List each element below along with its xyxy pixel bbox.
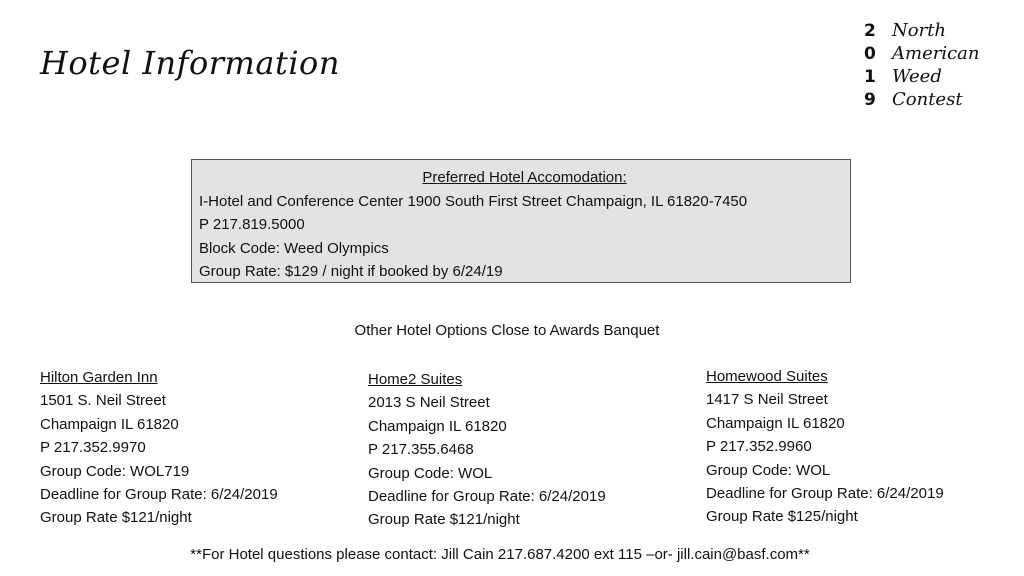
- hotel-card-hilton: [40, 366, 278, 530]
- hotel-phone: P 217.355.6468: [368, 441, 474, 459]
- hotel-group-code: Group Code: WOL: [706, 461, 831, 479]
- logo-word: Weed: [892, 66, 942, 87]
- logo-row: [864, 66, 980, 89]
- hotel-rate: Group Rate $121/night: [368, 511, 520, 529]
- page-title: Hotel Information: [40, 44, 340, 82]
- logo-word: American: [892, 43, 980, 64]
- logo-digit: 1: [864, 67, 876, 87]
- logo-word: Contest: [892, 89, 963, 110]
- preferred-hotel-box: [191, 159, 851, 283]
- hotel-address: 2013 S Neil Street: [368, 394, 490, 412]
- hotel-address: 1417 S Neil Street: [706, 391, 828, 409]
- hotel-rate: Group Rate $125/night: [706, 508, 858, 526]
- preferred-hotel-heading: Preferred Hotel Accomodation:: [422, 169, 627, 186]
- hotel-deadline: Deadline for Group Rate: 6/24/2019: [40, 486, 278, 504]
- logo-digit: 9: [864, 90, 876, 110]
- hotel-group-code: Group Code: WOL719: [40, 462, 190, 480]
- hotel-address: 1501 S. Neil Street: [40, 392, 166, 410]
- logo-digit: 2: [864, 21, 876, 41]
- logo-word: North: [892, 20, 947, 41]
- hotel-rate: Group Rate $121/night: [40, 509, 192, 527]
- preferred-hotel-phone: P 217.819.5000: [199, 216, 305, 233]
- preferred-hotel-block-code: Block Code: Weed Olympics: [199, 239, 389, 257]
- hotel-name: Home2 Suites: [368, 371, 463, 388]
- logo-row: [864, 43, 980, 66]
- hotel-group-code: Group Code: WOL: [368, 464, 493, 482]
- logo-digit: 0: [864, 44, 876, 64]
- preferred-hotel-group-rate: Group Rate: $129 / night if booked by 6/24/19: [199, 263, 503, 280]
- hotel-deadline: Deadline for Group Rate: 6/24/2019: [706, 485, 944, 503]
- preferred-hotel-address: I-Hotel and Conference Center 1900 South First Street Champaign, IL 61820-7450: [199, 192, 748, 210]
- hotel-city: Champaign IL 61820: [368, 417, 507, 435]
- hotel-name: Hilton Garden Inn: [40, 369, 158, 386]
- hotel-city: Champaign IL 61820: [706, 414, 845, 432]
- hotel-card-home2: [368, 368, 606, 532]
- hotel-phone: P 217.352.9960: [706, 438, 812, 456]
- hotel-phone: P 217.352.9970: [40, 439, 146, 457]
- contest-logo: [864, 20, 980, 112]
- hotel-name: Homewood Suites: [706, 368, 828, 385]
- logo-row: [864, 20, 980, 43]
- hotel-city: Champaign IL 61820: [40, 415, 179, 433]
- other-hotels-heading: Other Hotel Options Close to Awards Banquet: [354, 322, 660, 339]
- contact-footer: **For Hotel questions please contact: Jill Cain 217.687.4200 ext 115 –or- jill.cain@basf.com**: [190, 546, 810, 563]
- hotel-deadline: Deadline for Group Rate: 6/24/2019: [368, 488, 606, 506]
- hotel-card-homewood: [706, 365, 944, 529]
- logo-row: [864, 89, 980, 112]
